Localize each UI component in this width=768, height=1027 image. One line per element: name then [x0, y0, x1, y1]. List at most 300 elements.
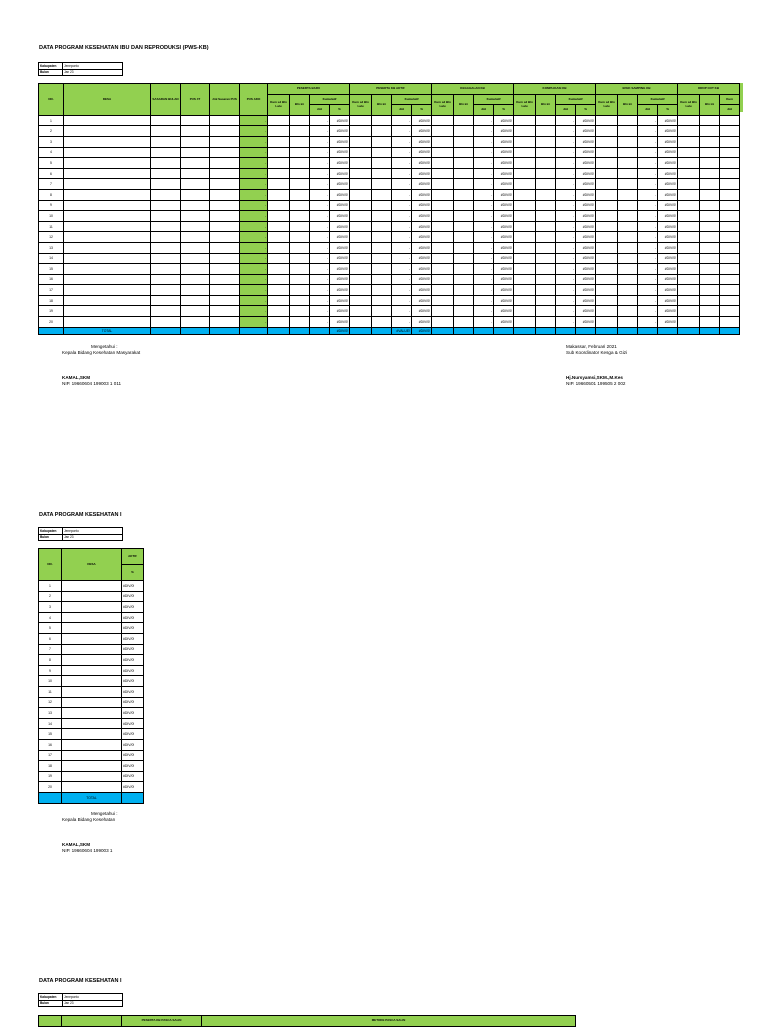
info-table	[38, 527, 123, 541]
jml-cell: -	[556, 285, 576, 296]
cell	[372, 168, 392, 179]
table-row	[39, 761, 144, 772]
sub-kum-last: Kum	[720, 94, 740, 105]
pct-cell: #DIV/0!	[330, 221, 350, 232]
jml-cell: -	[392, 136, 412, 147]
jml-cell: -	[392, 221, 412, 232]
cell	[700, 253, 720, 264]
cell	[290, 189, 310, 200]
cell	[181, 179, 210, 190]
table-row	[39, 158, 740, 169]
jml-cell: -	[638, 126, 658, 137]
cell	[151, 306, 181, 317]
cell	[62, 697, 122, 708]
cell	[454, 189, 474, 200]
cell	[372, 179, 392, 190]
cell	[290, 126, 310, 137]
pct-cell: #DIV/0!	[412, 295, 432, 306]
pus-ado-cell: -	[240, 200, 268, 211]
pct-cell: #DIV/0!	[412, 211, 432, 222]
sub-bln: Bln ini	[700, 94, 720, 115]
pct-cell: #DIV/0!	[658, 211, 678, 222]
cell	[678, 115, 700, 126]
pct-cell: #DIV/0!	[494, 115, 514, 126]
cell	[454, 115, 474, 126]
pct-cell: #DIV/0!	[658, 295, 678, 306]
sig-line: Kepala Bidang Kesehatan	[62, 817, 116, 822]
cell	[596, 147, 618, 158]
pus-ado-cell: -	[240, 168, 268, 179]
cell	[596, 136, 618, 147]
cell	[536, 285, 556, 296]
cell	[62, 782, 122, 793]
row-number: 6	[39, 168, 64, 179]
cell	[181, 115, 210, 126]
pus-ado-cell: -	[240, 147, 268, 158]
cell	[700, 242, 720, 253]
cell	[514, 264, 536, 275]
pct-cell: #DIV/0!	[330, 285, 350, 296]
cell	[514, 158, 536, 169]
pct-cell: #DIV/0!	[658, 136, 678, 147]
jml-cell: -	[474, 115, 494, 126]
cell	[432, 253, 454, 264]
cell	[432, 200, 454, 211]
group-kegagalan: KEGAGALAN KB	[432, 84, 514, 95]
info-label: Bulan	[39, 1000, 63, 1007]
cell	[678, 295, 700, 306]
sub-kumulatif: Kumulatif	[474, 94, 514, 105]
jml-cell: -	[638, 221, 658, 232]
info-label: Bulan	[39, 534, 63, 541]
cell	[290, 136, 310, 147]
cell	[454, 136, 474, 147]
cell	[514, 211, 536, 222]
cell	[678, 189, 700, 200]
col-desa: DESA	[62, 549, 122, 581]
cell	[210, 232, 240, 243]
cell	[350, 295, 372, 306]
jml-cell: -	[310, 285, 330, 296]
cell	[700, 126, 720, 137]
info-label: Kabupaten	[39, 994, 63, 1001]
cell	[181, 295, 210, 306]
cell	[596, 168, 618, 179]
total-value: #DIV/0!	[412, 327, 432, 335]
cell	[350, 306, 372, 317]
table-row	[39, 253, 740, 264]
pus-ado-cell: -	[240, 232, 268, 243]
sub-jml: Jml	[638, 105, 658, 116]
jml-cell: -	[310, 211, 330, 222]
cell	[678, 274, 700, 285]
cell	[536, 264, 556, 275]
pct-cell: #DIV/0!	[658, 115, 678, 126]
cell	[454, 126, 474, 137]
cell	[151, 253, 181, 264]
cell	[514, 221, 536, 232]
info-value: Jeneponto	[63, 994, 123, 1001]
sub-bln: Bln ini	[536, 94, 556, 115]
cell	[64, 179, 151, 190]
cell	[720, 274, 740, 285]
jml-cell: -	[474, 189, 494, 200]
cell	[372, 295, 392, 306]
pct-cell: #DIV/0!	[576, 147, 596, 158]
cell	[350, 211, 372, 222]
cell	[596, 274, 618, 285]
jml-cell: -	[392, 168, 412, 179]
cell	[454, 211, 474, 222]
pct-cell: #DIV/0!	[494, 232, 514, 243]
sub-jml: Jml	[310, 105, 330, 116]
cell	[350, 285, 372, 296]
cell	[350, 221, 372, 232]
cell	[62, 602, 122, 613]
cell	[181, 306, 210, 317]
cell	[454, 221, 474, 232]
jml-cell: -	[556, 189, 576, 200]
cell	[64, 232, 151, 243]
pct-cell: #DIV/0!	[122, 591, 144, 602]
cell	[596, 158, 618, 169]
table-row	[39, 232, 740, 243]
pct-cell: #DIV/0!	[330, 274, 350, 285]
cell	[62, 771, 122, 782]
cell	[596, 189, 618, 200]
cell	[536, 126, 556, 137]
col-pus-ado: PUS ADO	[240, 84, 268, 116]
cell	[62, 718, 122, 729]
pct-cell: #DIV/0!	[576, 285, 596, 296]
cell	[720, 211, 740, 222]
cell	[454, 232, 474, 243]
sig-line: Mengetahui :	[91, 811, 118, 816]
row-number: 11	[39, 686, 62, 697]
jml-cell: -	[474, 253, 494, 264]
jml-cell: -	[474, 242, 494, 253]
pct-cell: #DIV/0!	[412, 158, 432, 169]
page-title: DATA PROGRAM KESEHATAN I	[39, 978, 122, 984]
cell	[372, 274, 392, 285]
total-value: #DIV/0!	[330, 327, 350, 335]
cell	[268, 168, 290, 179]
cell	[210, 147, 240, 158]
cell	[181, 211, 210, 222]
pct-cell: #DIV/0!	[330, 253, 350, 264]
jml-cell: -	[310, 126, 330, 137]
cell	[700, 158, 720, 169]
table-row	[39, 612, 144, 623]
total-label: TOTAL	[62, 792, 122, 803]
cell	[62, 644, 122, 655]
cell	[151, 285, 181, 296]
cell	[432, 147, 454, 158]
pct-cell: #DIV/0!	[122, 612, 144, 623]
pct-cell: #DIV/0!	[658, 317, 678, 328]
cell	[290, 295, 310, 306]
cell	[151, 242, 181, 253]
pct-cell: #DIV/0!	[494, 242, 514, 253]
row-number: 17	[39, 285, 64, 296]
row-number: 12	[39, 232, 64, 243]
sig-nip: NIP. 19660604 199003 1	[62, 848, 113, 853]
cell	[596, 317, 618, 328]
cell	[268, 200, 290, 211]
jml-cell: -	[392, 147, 412, 158]
cell	[720, 189, 740, 200]
table-row	[39, 168, 740, 179]
jml-cell: -	[310, 317, 330, 328]
cell	[596, 285, 618, 296]
cell	[720, 306, 740, 317]
pct-cell: #DIV/0!	[658, 253, 678, 264]
cell	[700, 221, 720, 232]
jml-cell: -	[556, 147, 576, 158]
row-number: 12	[39, 697, 62, 708]
cell	[432, 295, 454, 306]
pct-cell: #DIV/0!	[658, 242, 678, 253]
jml-cell: -	[556, 232, 576, 243]
cell	[678, 126, 700, 137]
pct-cell: #DIV/0!	[494, 126, 514, 137]
jml-cell: -	[556, 274, 576, 285]
cell	[372, 264, 392, 275]
jml-cell: -	[392, 264, 412, 275]
cell	[64, 285, 151, 296]
cell	[536, 221, 556, 232]
sub-kum: Kum sd Bln Lalu	[596, 94, 618, 115]
cell	[372, 126, 392, 137]
pct-cell: #DIV/0!	[330, 200, 350, 211]
pct-cell: #DIV/0!	[658, 264, 678, 275]
sub-bln: Bln ini	[290, 94, 310, 115]
pct-cell: #DIV/0!	[494, 306, 514, 317]
pct-cell: #DIV/0!	[330, 189, 350, 200]
cell	[432, 115, 454, 126]
sub-bln: Bln ini	[618, 94, 638, 115]
row-number: 17	[39, 750, 62, 761]
sub-jml: Jml	[392, 105, 412, 116]
pct-cell: #DIV/0!	[494, 285, 514, 296]
sig-line: Kepala Bidang Kesehatan Masyarakat	[62, 350, 141, 355]
row-number: 4	[39, 147, 64, 158]
pct-cell: #DIV/0!	[122, 771, 144, 782]
cell	[678, 158, 700, 169]
cell	[268, 211, 290, 222]
pct-cell: #DIV/0!	[412, 168, 432, 179]
pct-cell: #DIV/0!	[330, 136, 350, 147]
page-title: DATA PROGRAM KESEHATAN I	[39, 512, 122, 518]
cell	[454, 179, 474, 190]
pct-cell: #DIV/0!	[330, 115, 350, 126]
sub-kumulatif: Kumulatif	[556, 94, 596, 105]
pct-cell: #DIV/0!	[658, 285, 678, 296]
cell	[720, 126, 740, 137]
cell	[151, 189, 181, 200]
cell	[290, 285, 310, 296]
jml-cell: -	[474, 168, 494, 179]
cell	[720, 115, 740, 126]
jml-cell: -	[556, 168, 576, 179]
sub-kumulatif: Kumulatif	[310, 94, 350, 105]
cell	[678, 317, 700, 328]
pct-cell: #DIV/0!	[576, 264, 596, 275]
jml-cell: -	[556, 253, 576, 264]
sig-nip: NIP. 19660501 199505 2 002	[566, 381, 626, 386]
cell	[372, 115, 392, 126]
cell	[618, 179, 638, 190]
group-komplikasi: KOMPLIKASI KB	[514, 84, 596, 95]
pct-cell: #DIV/0!	[122, 623, 144, 634]
cell	[372, 221, 392, 232]
table-row	[39, 676, 144, 687]
info-value: Jan 23	[63, 69, 123, 76]
cell	[372, 200, 392, 211]
table-row	[39, 295, 740, 306]
cell	[181, 168, 210, 179]
sig-name: KAMAL,SKM	[62, 842, 91, 847]
pct-cell: #DIV/0!	[494, 179, 514, 190]
cell	[350, 158, 372, 169]
pct-cell: #DIV/0!	[412, 232, 432, 243]
pct-cell: #DIV/0!	[122, 665, 144, 676]
pct-cell: #DIV/0!	[576, 168, 596, 179]
cell	[536, 253, 556, 264]
row-number: 1	[39, 581, 62, 592]
cell	[372, 147, 392, 158]
cell	[720, 179, 740, 190]
pct-cell: #DIV/0!	[122, 782, 144, 793]
cell	[151, 221, 181, 232]
jml-cell: -	[474, 317, 494, 328]
cell	[536, 274, 556, 285]
sub-bln: Bln ini	[372, 94, 392, 115]
row-number: 14	[39, 718, 62, 729]
cell	[372, 158, 392, 169]
jml-cell: -	[392, 317, 412, 328]
jml-cell: -	[638, 136, 658, 147]
row-number: 19	[39, 771, 62, 782]
pct-cell: #DIV/0!	[494, 158, 514, 169]
row-number: 14	[39, 253, 64, 264]
table-row	[39, 306, 740, 317]
cell	[432, 136, 454, 147]
cell	[151, 179, 181, 190]
jml-cell: -	[556, 211, 576, 222]
pct-cell: #DIV/0!	[576, 200, 596, 211]
pus-ado-cell: -	[240, 211, 268, 222]
cell	[151, 158, 181, 169]
cell	[210, 221, 240, 232]
cell	[350, 200, 372, 211]
pct-cell: #DIV/0!	[412, 179, 432, 190]
pct-cell: #DIV/0!	[330, 211, 350, 222]
jml-cell: -	[556, 317, 576, 328]
pct-cell: #DIV/0!	[330, 147, 350, 158]
cell	[720, 242, 740, 253]
pct-cell: #DIV/0!	[330, 126, 350, 137]
cell	[514, 168, 536, 179]
pct-cell: #DIV/0!	[494, 189, 514, 200]
cell	[432, 211, 454, 222]
cell	[536, 200, 556, 211]
jml-cell: -	[556, 115, 576, 126]
cell	[432, 232, 454, 243]
cell	[700, 232, 720, 243]
cell	[62, 686, 122, 697]
jml-cell: -	[310, 306, 330, 317]
cell	[210, 306, 240, 317]
pct-cell: #DIV/0!	[122, 697, 144, 708]
cell	[350, 189, 372, 200]
jml-cell: -	[392, 253, 412, 264]
cell	[372, 232, 392, 243]
cell	[536, 295, 556, 306]
cell	[700, 189, 720, 200]
cell	[151, 317, 181, 328]
pct-cell: #DIV/0!	[576, 253, 596, 264]
cell	[618, 147, 638, 158]
cell	[454, 168, 474, 179]
row-number: 15	[39, 264, 64, 275]
cell	[700, 317, 720, 328]
pus-ado-cell: -	[240, 242, 268, 253]
cell	[514, 274, 536, 285]
sub-kumulatif: Kumulatif	[392, 94, 432, 105]
jml-cell: -	[638, 253, 658, 264]
pus-ado-cell: -	[240, 285, 268, 296]
cell	[372, 242, 392, 253]
cell	[514, 126, 536, 137]
cell	[596, 306, 618, 317]
cell	[268, 274, 290, 285]
signature-right	[566, 344, 627, 387]
cell	[514, 295, 536, 306]
row-number: 8	[39, 189, 64, 200]
pct-cell: #DIV/0!	[122, 718, 144, 729]
pct-cell: #DIV/0!	[122, 761, 144, 772]
pct-cell: #DIV/0!	[122, 655, 144, 666]
cell	[454, 158, 474, 169]
pct-cell: #DIV/0!	[576, 274, 596, 285]
cell	[454, 264, 474, 275]
cell	[618, 126, 638, 137]
cell	[536, 211, 556, 222]
jml-cell: -	[556, 306, 576, 317]
table-row	[39, 655, 144, 666]
jml-cell: -	[556, 221, 576, 232]
cell	[64, 264, 151, 275]
pct-cell: #DIV/0!	[330, 317, 350, 328]
cell	[372, 285, 392, 296]
jml-cell: -	[638, 295, 658, 306]
sub-pct: %	[412, 105, 432, 116]
pws-kb-table	[38, 83, 740, 335]
pct-cell: #DIV/0!	[330, 168, 350, 179]
jml-cell: -	[638, 317, 658, 328]
cell	[432, 221, 454, 232]
pct-cell: #DIV/0!	[658, 179, 678, 190]
cell	[64, 136, 151, 147]
table-row	[39, 221, 740, 232]
pct-cell: #DIV/0!	[330, 242, 350, 253]
jml-cell: -	[310, 158, 330, 169]
cell	[372, 211, 392, 222]
table-row	[39, 285, 740, 296]
row-number: 18	[39, 761, 62, 772]
sig-name: Hj.Nursyamsi,SKM.,M.Kes	[566, 375, 623, 380]
